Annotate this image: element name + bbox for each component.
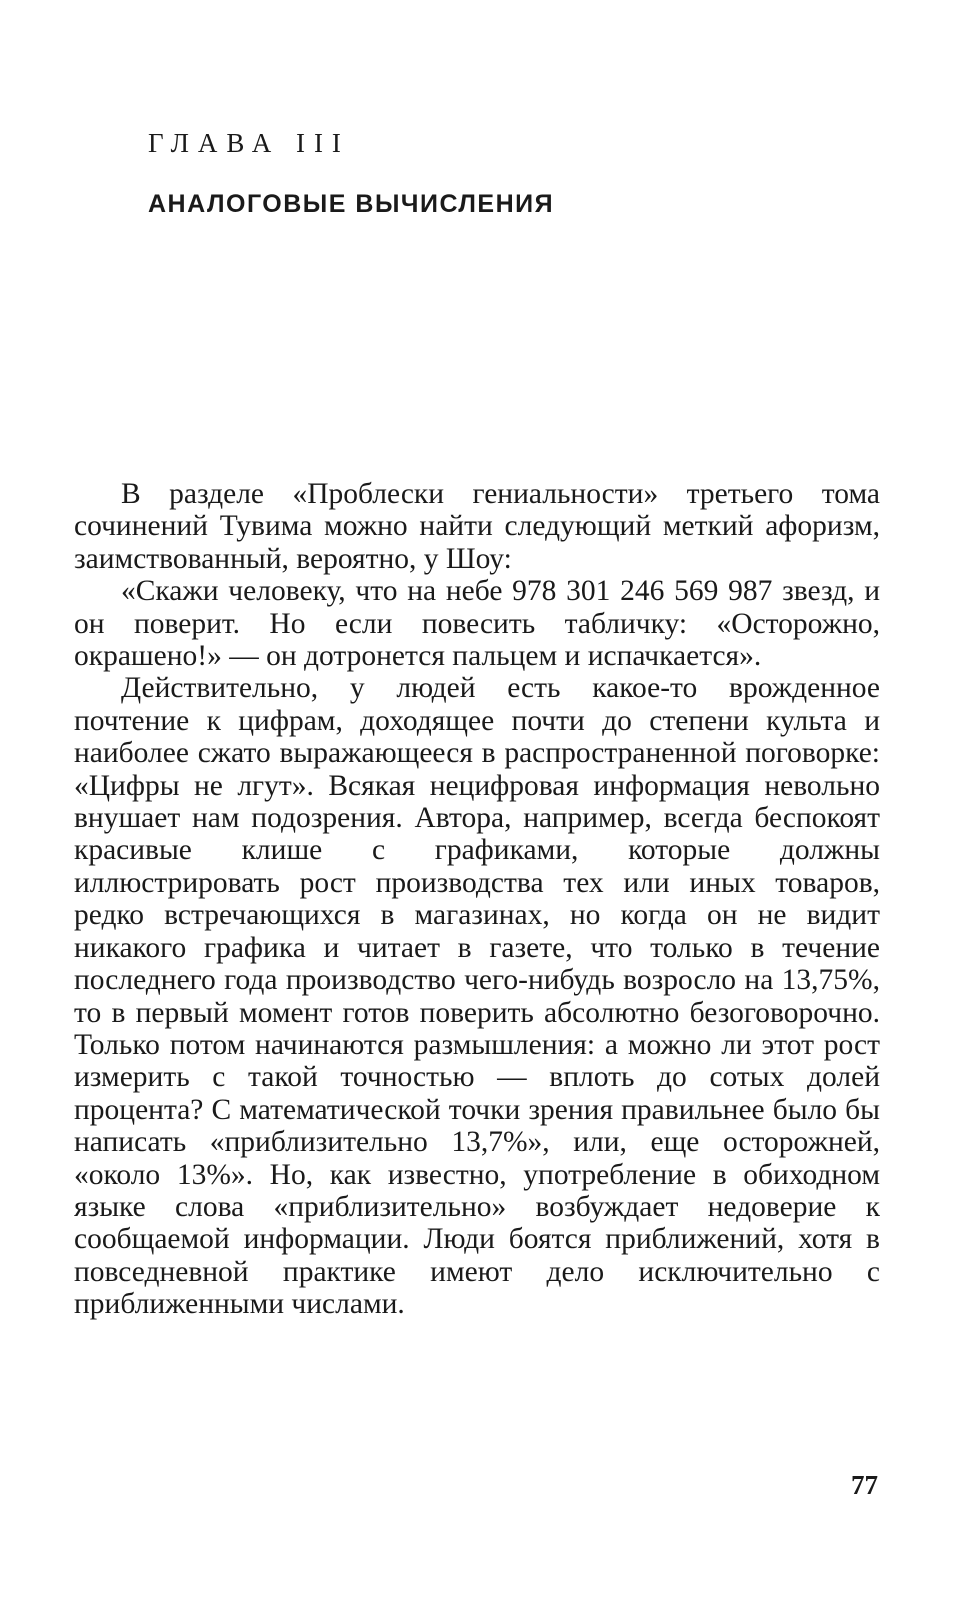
paragraph-intro: В разделе «Проблески гениальности» третьего тома сочинений Тувима можно найти следующий меткий афоризм, заимствованный, вероятно, у Шоу: (74, 478, 880, 575)
page-number: 77 (851, 1470, 878, 1500)
paragraph-main: Действительно, у людей есть какое-то врожденное почтение к цифрам, доходящее почти до степени культа и наиболее сжато выражающееся в распространенной поговорке: «Цифры не лгут». Всякая нецифровая информация невольно внушает нам подозрения. Автора, например, всегда беспокоят красивые клише с графиками, которые должны иллюстрировать рост производства тех или иных товаров, редко встречающихся в магазинах, но когда он не видит никакого графика и читает в газете, что только в течение последнего года производство чего-нибудь возросло на 13,75%, то в первый момент готов поверить абсолютно безоговорочно. Только потом начинаются размышления: а можно ли этот рост измерить с такой точностью — вплоть до сотых долей процента? С математической точки зрения правильнее было бы написать «приблизительно 13,7%», или, еще осторожней, «около 13%». Но, как известно, употребление в обиходном языке слова «приблизительно» возбуждает недоверие к сообщаемой информации. Люди боятся приближений, хотя в повседневной практике имеют дело исключительно с приближенными числами. (74, 672, 880, 1321)
chapter-label: ГЛАВА III (148, 128, 350, 158)
paragraph-quote: «Скажи человеку, что на небе 978 301 246 569 987 звезд, и он поверит. Но если повесить табличку: «Осторожно, окрашено!» — он дотронется пальцем и испачкается». (74, 575, 880, 673)
body-text (74, 478, 880, 1321)
chapter-title: АНАЛОГОВЫЕ ВЫЧИСЛЕНИЯ (148, 190, 555, 218)
